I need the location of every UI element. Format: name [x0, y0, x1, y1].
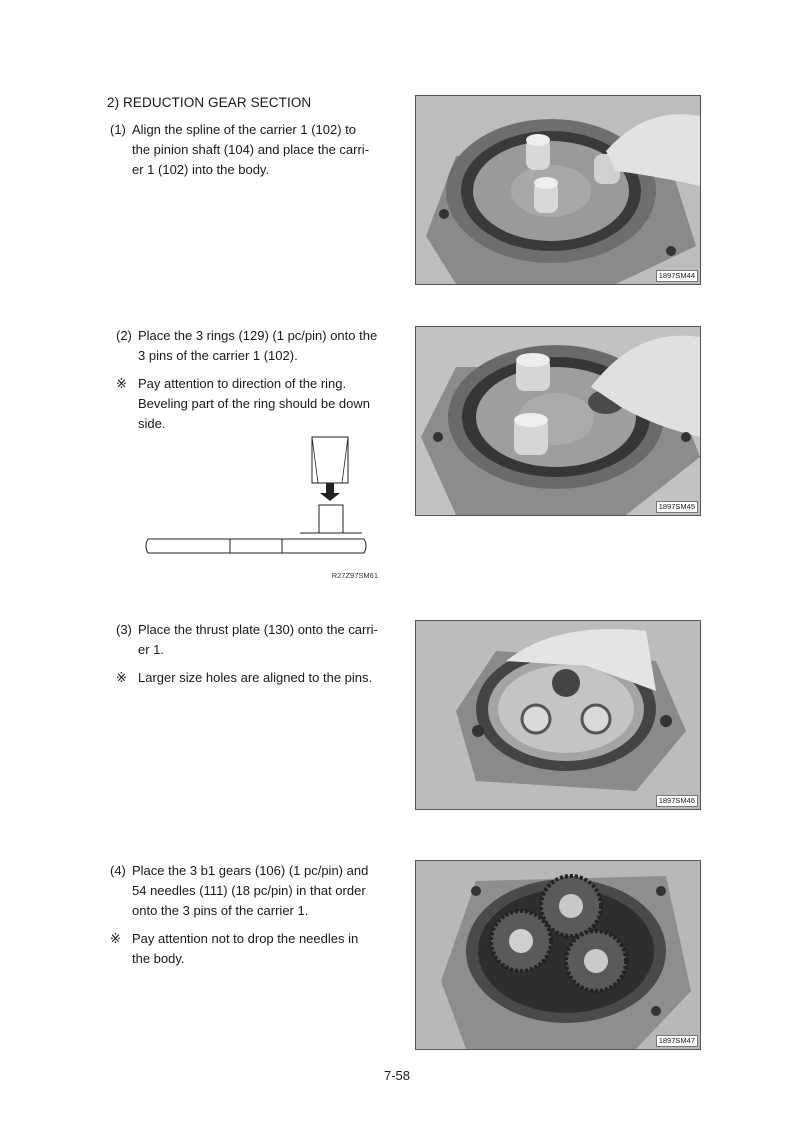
- photo-thrust-plate: [415, 620, 701, 810]
- note-text-line: side.: [138, 416, 166, 431]
- step-number: (3): [116, 622, 132, 637]
- step-text-line: 54 needles (111) (18 pc/pin) in that order: [132, 883, 366, 898]
- note-needles: [110, 929, 390, 969]
- photo-carrier-into-body: [415, 95, 701, 285]
- note-text-line: Pay attention not to drop the needles in: [132, 931, 359, 946]
- step-text-line: Place the 3 b1 gears (106) (1 pc/pin) and: [132, 863, 369, 878]
- step-text-line: Place the 3 rings (129) (1 pc/pin) onto the: [138, 328, 378, 343]
- page-number: 7-58: [383, 1068, 411, 1083]
- ring-direction-diagram: [140, 435, 380, 580]
- step-4: [110, 861, 390, 921]
- diagram-code: R27Z97SM61: [331, 571, 378, 580]
- arrow-icon: [326, 483, 334, 493]
- step-3: [116, 620, 390, 660]
- step-text-line: onto the 3 pins of the carrier 1.: [132, 903, 309, 918]
- step-2: [116, 326, 390, 366]
- step-text-line: the pinion shaft (104) and place the carri-: [132, 142, 370, 157]
- note-text-line: Larger size holes are aligned to the pins.: [138, 670, 373, 685]
- photo-rings-on-pins: [415, 326, 701, 516]
- photo-code: 1897SM47: [656, 1035, 698, 1047]
- step-text-line: er 1 (102) into the body.: [132, 162, 270, 177]
- note-mark: ※: [116, 670, 127, 685]
- note-text-line: Beveling part of the ring should be down: [138, 396, 370, 411]
- step-text-line: Align the spline of the carrier 1 (102) to: [132, 122, 357, 137]
- photo-code: 1897SM46: [656, 795, 698, 807]
- step-number: (2): [116, 328, 132, 343]
- step-text-line: er 1.: [138, 642, 165, 657]
- step-text-line: Place the thrust plate (130) onto the carri-: [138, 622, 378, 637]
- section-title: 2) REDUCTION GEAR SECTION: [107, 95, 312, 110]
- step-text-line: 3 pins of the carrier 1 (102).: [138, 348, 298, 363]
- photo-code: 1897SM45: [656, 501, 698, 513]
- note-mark: ※: [116, 376, 127, 391]
- step-number: (4): [110, 863, 126, 878]
- photo-code: 1897SM44: [656, 270, 698, 282]
- note-text-line: the body.: [132, 951, 185, 966]
- note-text-line: Pay attention to direction of the ring.: [138, 376, 347, 391]
- step-number: (1): [110, 122, 126, 137]
- note-holes-aligned: [116, 668, 390, 688]
- note-ring-direction: [116, 374, 390, 434]
- note-mark: ※: [110, 931, 121, 946]
- photo-gears-needles: [415, 860, 701, 1050]
- step-1: [110, 120, 390, 180]
